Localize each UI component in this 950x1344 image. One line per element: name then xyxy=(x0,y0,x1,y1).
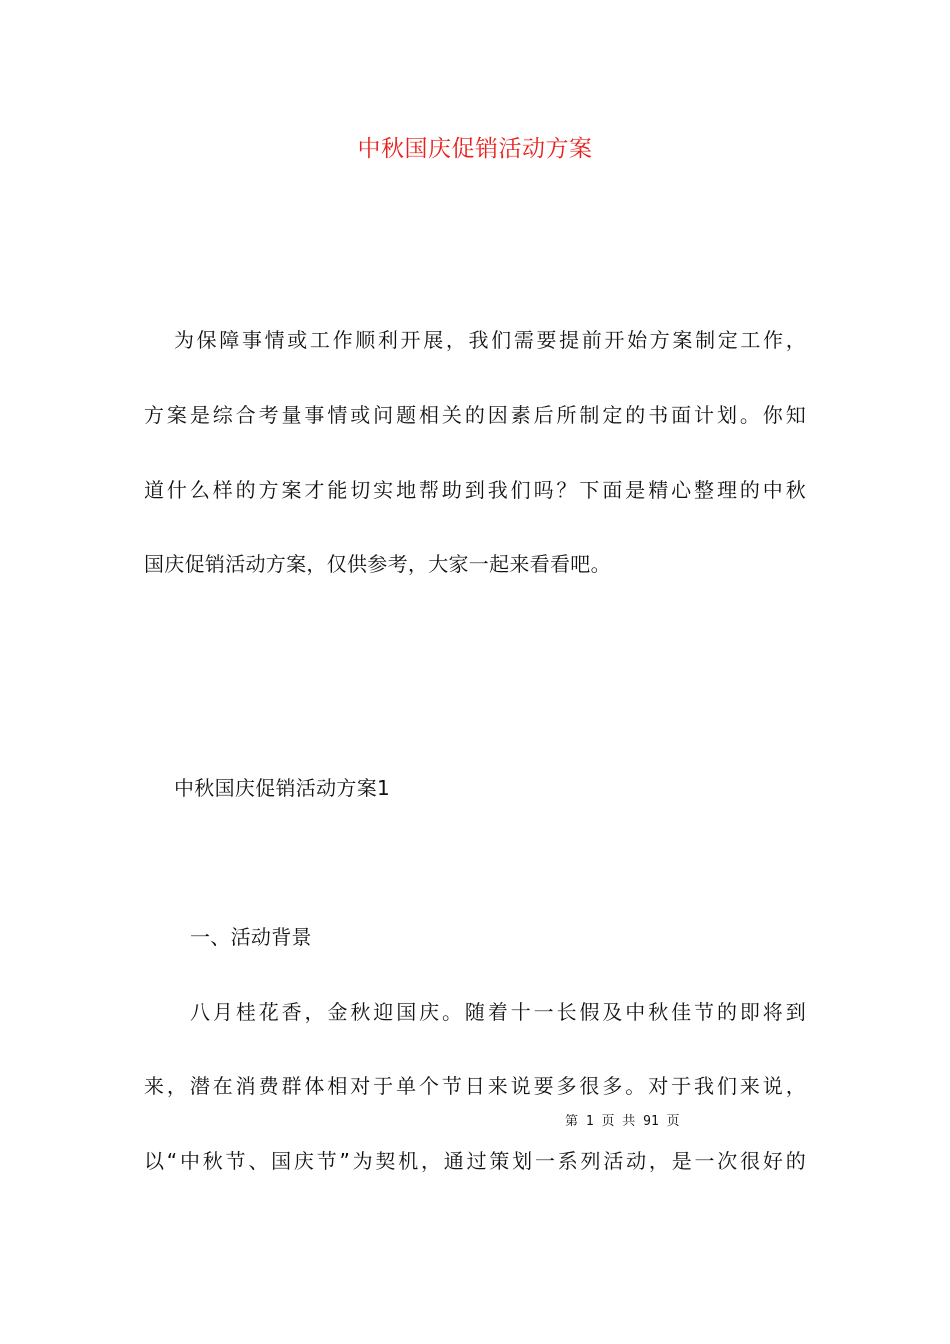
section-title: 中秋国庆促销活动方案1 xyxy=(174,776,391,800)
document-title: 中秋国庆促销活动方案 xyxy=(357,136,593,162)
intro-line-3: 道什么样的方案才能切实地帮助到我们吗？下面是精心整理的中秋 xyxy=(144,478,806,502)
body-line-3: 以“中秋节、国庆节”为契机，通过策划一系列活动，是一次很好的 xyxy=(144,1149,806,1173)
page-footer: 第 1 页 共 91 页 xyxy=(565,1114,680,1129)
intro-line-1: 为保障事情或工作顺利开展，我们需要提前开始方案制定工作， xyxy=(174,328,806,352)
body-line-2: 来，潜在消费群体相对于单个节日来说要多很多。对于我们来说， xyxy=(144,1074,806,1098)
subsection-title: 一、活动背景 xyxy=(190,925,312,949)
intro-line-2: 方案是综合考量事情或问题相关的因素后所制定的书面计划。你知 xyxy=(144,403,806,427)
intro-line-4: 国庆促销活动方案，仅供参考，大家一起来看看吧。 xyxy=(144,552,611,576)
body-line-1: 八月桂花香，金秋迎国庆。随着十一长假及中秋佳节的即将到 xyxy=(190,1000,806,1024)
